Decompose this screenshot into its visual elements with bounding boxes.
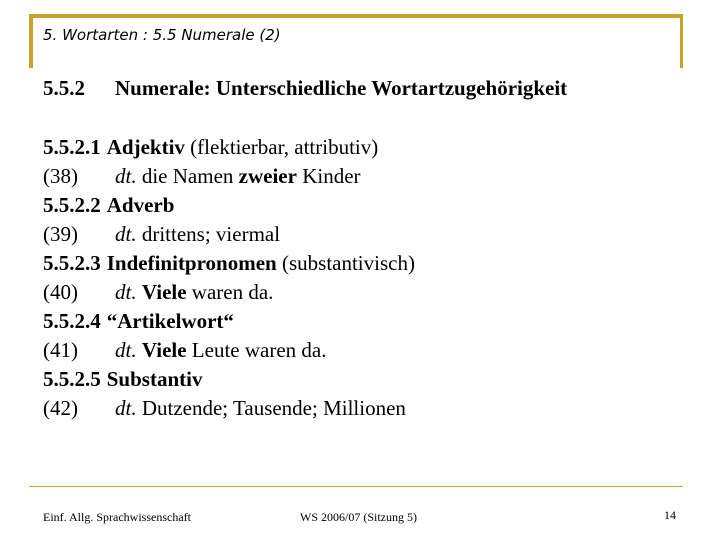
footer-page-number: 14 [664, 508, 676, 522]
example-language: dt. [115, 396, 137, 420]
example-text-pre: die Namen [136, 164, 239, 188]
footer-rule [29, 486, 683, 487]
example-number: (39) [43, 222, 78, 246]
example-text-post: waren da. [186, 280, 274, 304]
example-text-bold: Viele [141, 280, 187, 304]
header-frame-top-rule [29, 14, 683, 18]
example-text-bold: zweier [238, 164, 297, 188]
example-line [43, 278, 683, 307]
section-number: 5.5.2.3 [43, 251, 101, 275]
slide-title-text: Numerale: Unterschiedliche Wortartzugehörigkeit [115, 76, 568, 100]
section-number: 5.5.2.1 [43, 135, 101, 159]
footer-session: WS 2006/07 (Sitzung 5) [300, 510, 417, 524]
slide-header-label: 5. Wortarten : 5.5 Numerale (2) [43, 26, 281, 44]
example-text-pre: Dutzende; Tausende; Millionen [136, 396, 406, 420]
section-heading-text: Substantiv [106, 367, 203, 391]
section-heading-text: Adverb [106, 193, 175, 217]
section-heading [43, 365, 683, 394]
footer-course-name: Einf. Allg. Sprachwissenschaft [43, 510, 191, 524]
slide-title [43, 76, 567, 101]
section-note: (substantivisch) [276, 251, 415, 275]
section-note: (flektierbar, attributiv) [184, 135, 379, 159]
section-number: 5.5.2.4 [43, 309, 101, 333]
example-number: (40) [43, 280, 78, 304]
example-language: dt. [115, 338, 137, 362]
section-heading-text: “Artikelwort“ [106, 309, 234, 333]
example-line [43, 394, 683, 423]
example-language: dt. [115, 164, 137, 188]
example-number: (42) [43, 396, 78, 420]
example-text-bold: Viele [141, 338, 187, 362]
example-text-post: Leute waren da. [186, 338, 327, 362]
section-heading [43, 191, 683, 220]
example-number: (41) [43, 338, 78, 362]
section-heading-text: Indefinitpronomen [106, 251, 277, 275]
section-heading [43, 133, 683, 162]
header-frame-right-rule [680, 14, 683, 68]
section-heading [43, 307, 683, 336]
section-number: 5.5.2.2 [43, 193, 101, 217]
example-text-post: Kinder [296, 164, 361, 188]
example-line [43, 336, 683, 365]
example-language: dt. [115, 222, 137, 246]
section-number: 5.5.2.5 [43, 367, 101, 391]
example-text-pre: drittens; viermal [136, 222, 281, 246]
slide-title-number: 5.5.2 [43, 76, 85, 100]
example-line [43, 162, 683, 191]
example-number: (38) [43, 164, 78, 188]
example-language: dt. [115, 280, 137, 304]
example-line [43, 220, 683, 249]
header-frame-left-rule [29, 14, 33, 68]
section-heading-text: Adjektiv [106, 135, 185, 159]
slide-content [43, 133, 683, 423]
section-heading [43, 249, 683, 278]
